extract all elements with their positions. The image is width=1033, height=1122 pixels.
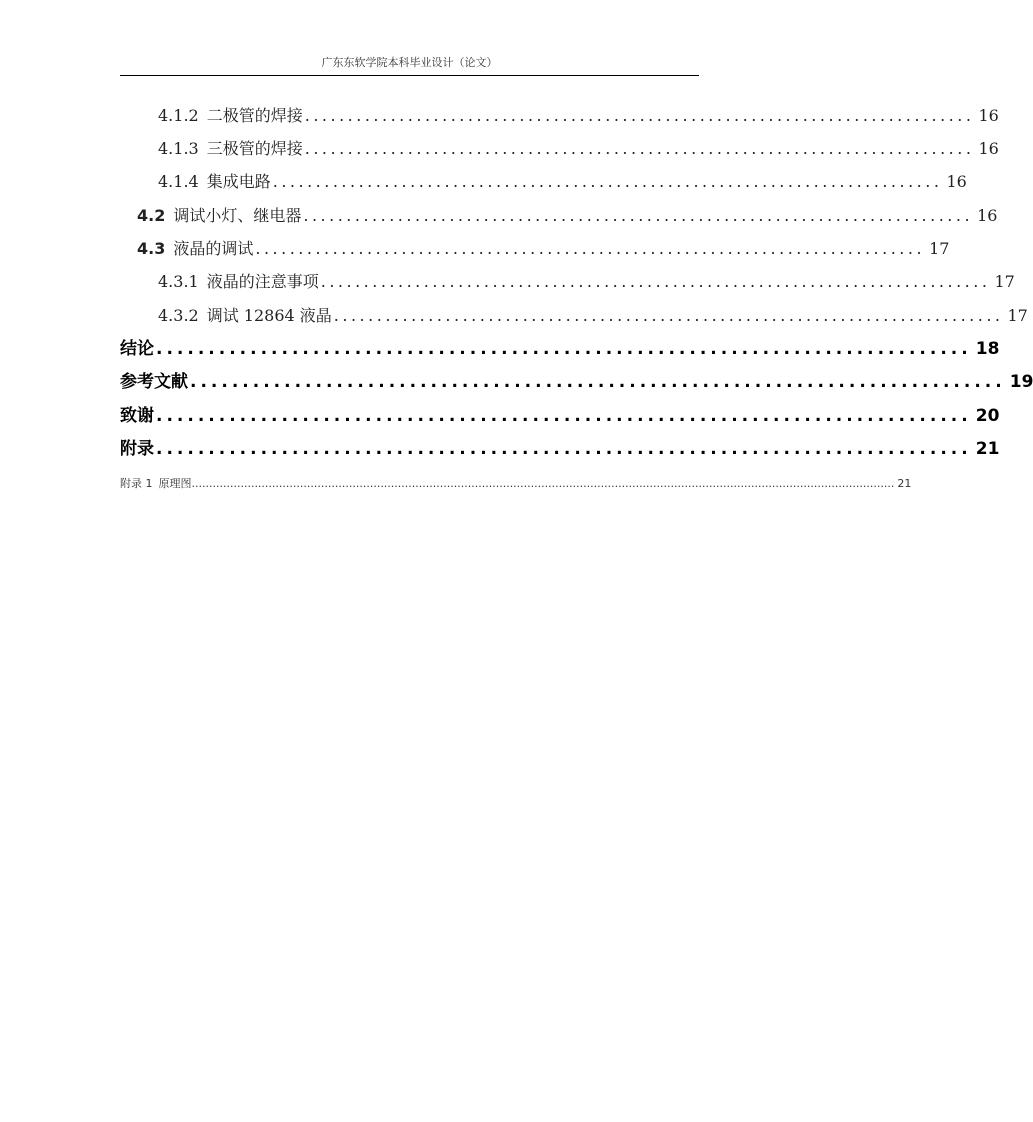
toc-entry[interactable] [158, 138, 999, 160]
toc-number: 4.3.2 [158, 306, 199, 325]
toc-number: 4.1.4 [158, 172, 199, 191]
toc-title: 结论 [120, 339, 154, 359]
toc-entry[interactable] [158, 271, 1015, 293]
toc-number: 4.3.1 [158, 272, 199, 291]
toc-entry[interactable] [158, 305, 1028, 327]
toc-leader: .............................................................................. [304, 139, 975, 158]
toc-title: 致谢 [120, 406, 154, 426]
toc-leader: .............................................................................. [156, 406, 972, 426]
toc-leader: .............................................................................. [303, 206, 974, 225]
toc-entry[interactable] [137, 238, 950, 260]
toc-leader: .............................................................................. [272, 172, 943, 191]
toc-page-number: 17 [929, 239, 950, 258]
toc-entry[interactable] [158, 105, 999, 127]
toc-number: 4.3 [137, 239, 166, 258]
toc-title: 集成电路 [206, 172, 271, 191]
toc-number: 附录 1 [120, 477, 153, 490]
toc-title: 液晶的注意事项 [206, 272, 319, 291]
toc-page-number: 21 [897, 477, 912, 490]
toc-title: 附录 [120, 439, 154, 459]
toc-leader: .............................................................................. [304, 106, 975, 125]
toc-page-number: 17 [994, 272, 1015, 291]
page-header [120, 55, 699, 76]
toc-leader: .............................................................................. [320, 272, 991, 291]
toc-entry[interactable] [120, 371, 1033, 393]
toc-entry[interactable] [158, 171, 967, 193]
toc-number: 4.1.3 [158, 139, 199, 158]
toc-title: 参考文献 [120, 372, 188, 392]
toc-title: 原理图 [158, 477, 192, 490]
toc-page-number: 16 [946, 172, 967, 191]
toc-title: 液晶的调试 [173, 239, 254, 258]
toc-entry[interactable] [137, 205, 998, 227]
toc-page-number: 17 [1007, 306, 1028, 325]
toc-leader: ......................................................................................................................................................................................................... [191, 477, 895, 490]
toc-title: 调试小灯、继电器 [173, 206, 302, 225]
toc-leader: .............................................................................. [156, 339, 972, 359]
toc-title: 三极管的焊接 [206, 139, 303, 158]
toc-page-number: 16 [978, 106, 999, 125]
toc-leader: .............................................................................. [190, 372, 1006, 392]
toc-page-number: 21 [975, 439, 1000, 459]
toc-number: 4.1.2 [158, 106, 199, 125]
toc-page-number: 16 [977, 206, 998, 225]
header-title: 广东东软学院本科毕业设计（论文） [321, 56, 498, 69]
toc-entry[interactable] [120, 405, 1000, 427]
toc-title: 调试 12864 液晶 [206, 306, 332, 325]
toc-number: 4.2 [137, 206, 166, 225]
toc-entry[interactable] [120, 438, 1000, 460]
toc-page-number: 19 [1009, 372, 1033, 392]
toc-title: 二极管的焊接 [206, 106, 303, 125]
toc-leader: .............................................................................. [333, 306, 1004, 325]
toc-leader: .............................................................................. [255, 239, 926, 258]
toc-page-number: 20 [975, 406, 1000, 426]
toc-entry[interactable] [120, 338, 1000, 360]
toc-entry[interactable] [120, 477, 912, 491]
toc-page-number: 18 [975, 339, 1000, 359]
toc-leader: .............................................................................. [156, 439, 972, 459]
toc-page-number: 16 [978, 139, 999, 158]
